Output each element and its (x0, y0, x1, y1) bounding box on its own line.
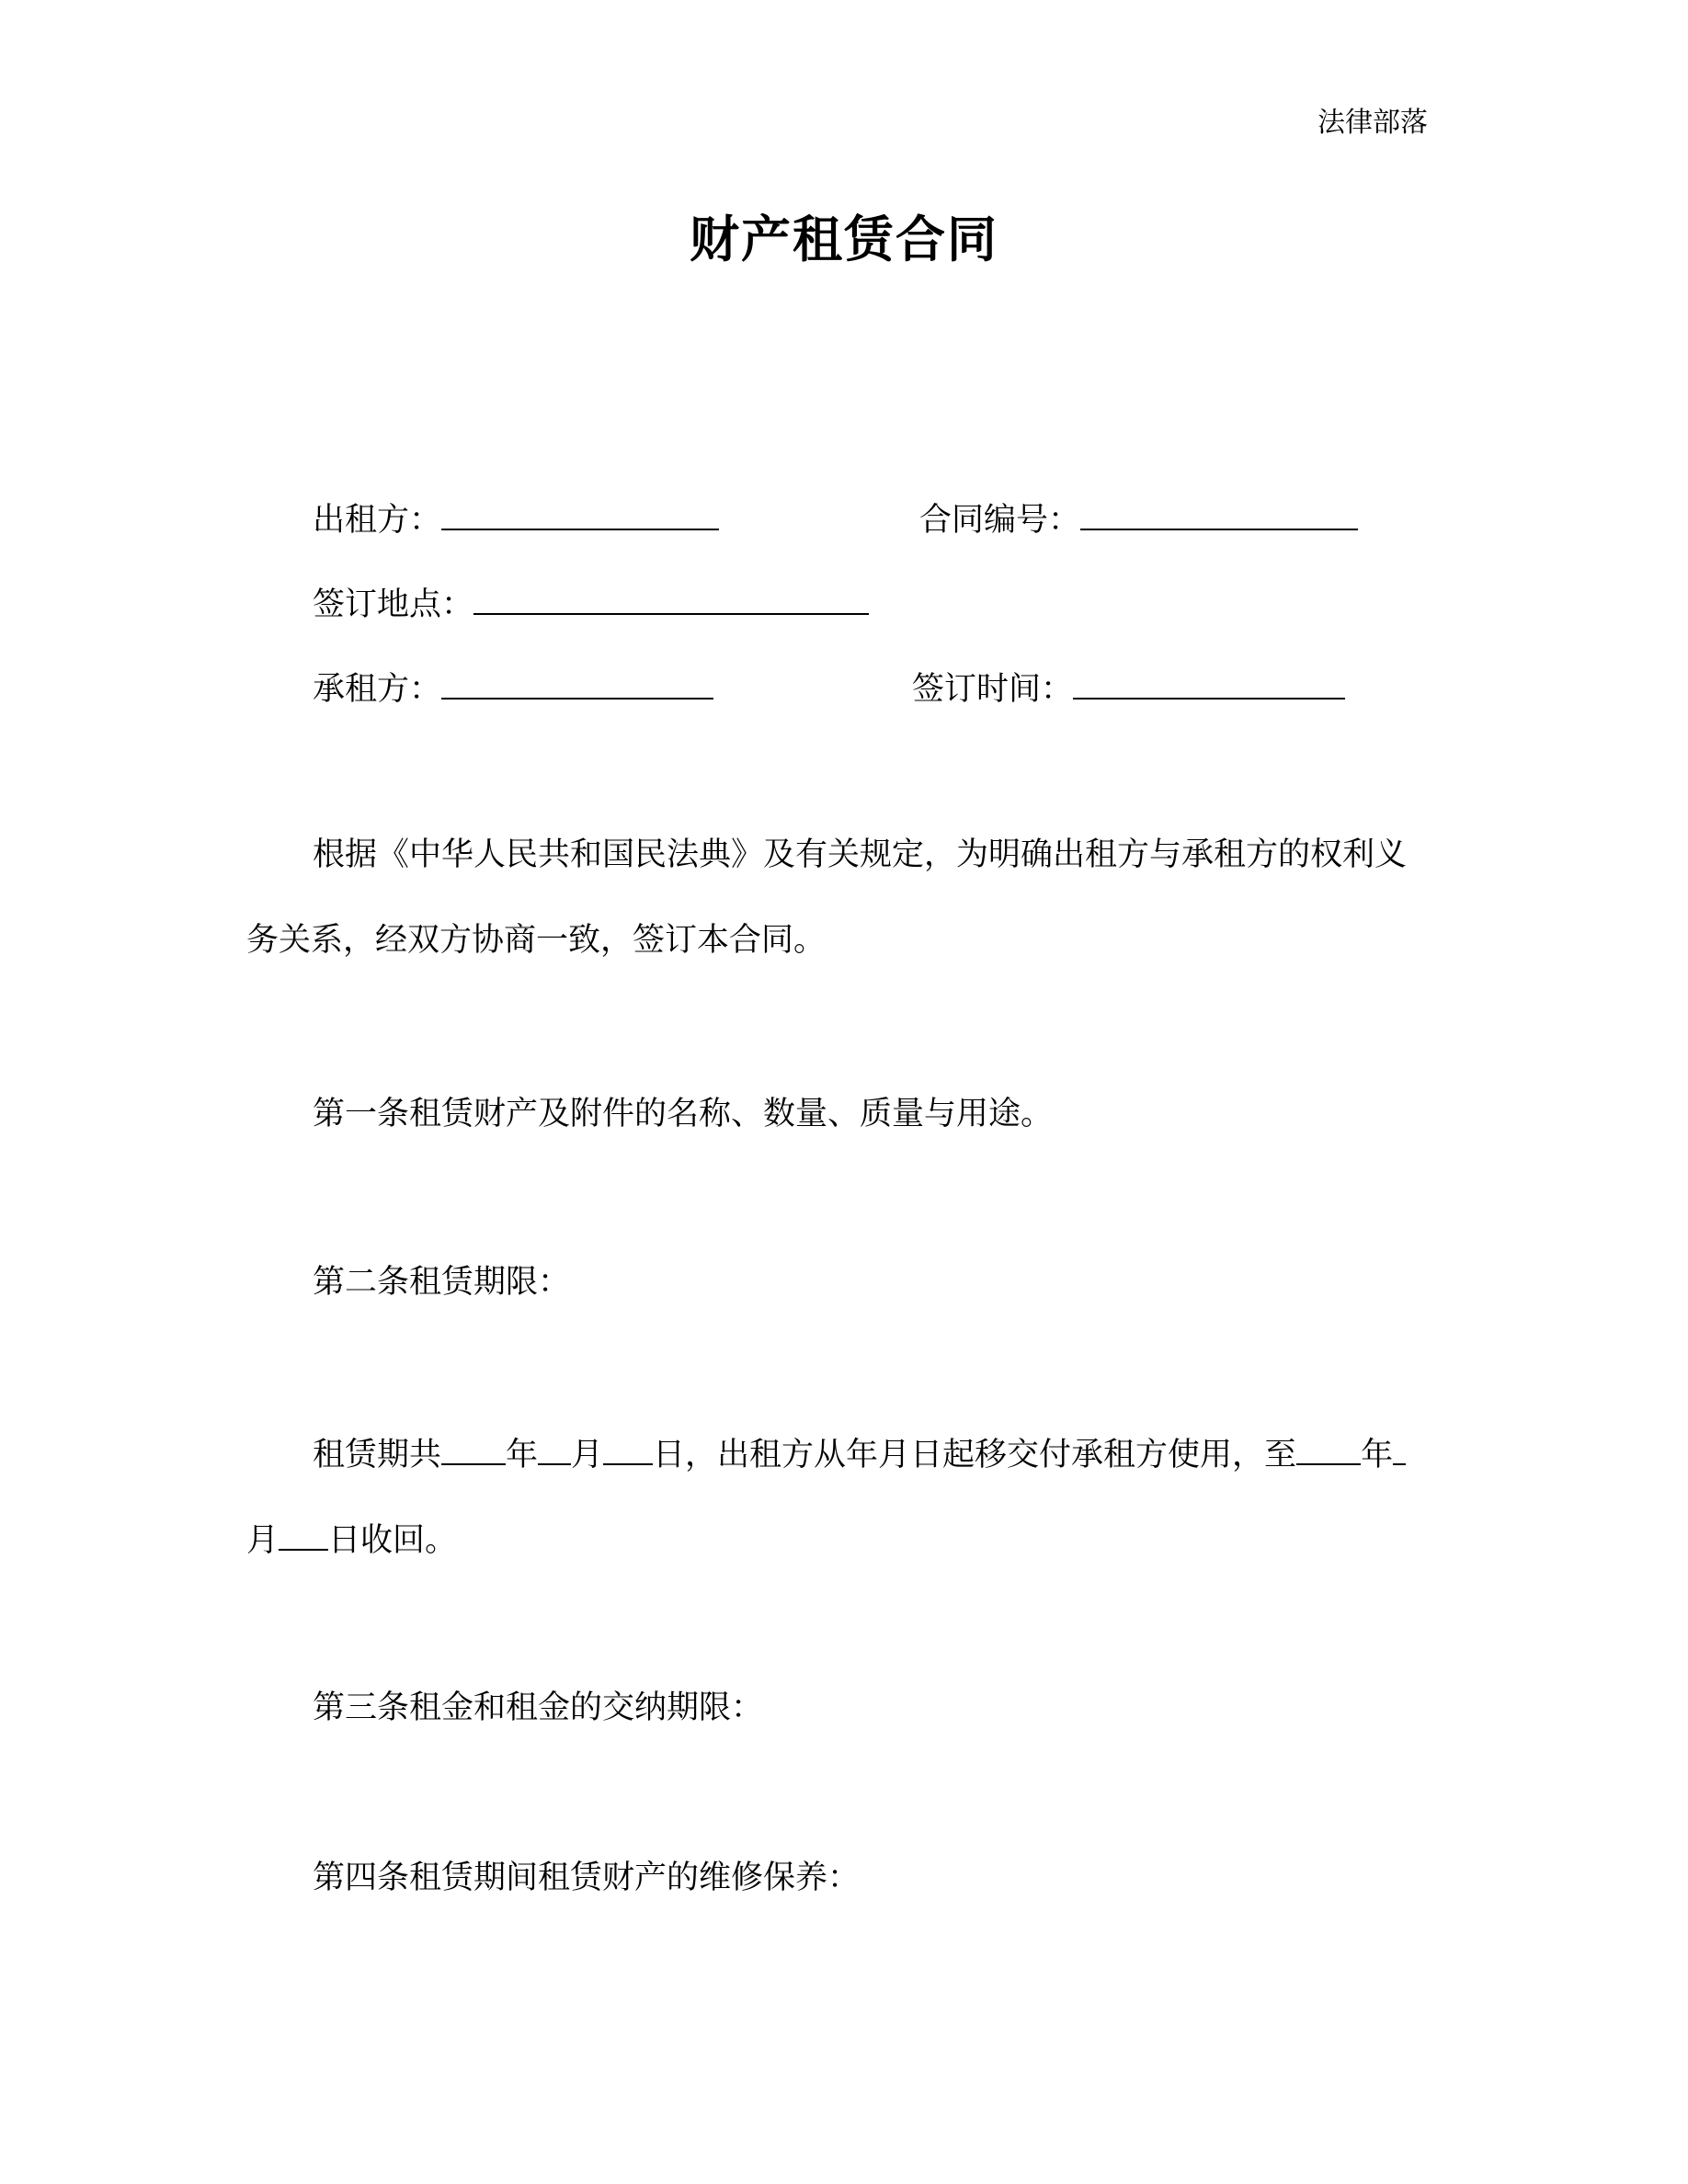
months-blank[interactable] (538, 1434, 571, 1465)
contract-no-blank[interactable] (1080, 499, 1358, 530)
lessee-label: 承租方： (313, 671, 442, 708)
term-line2 (246, 1519, 457, 1559)
lessor-label: 出租方： (313, 502, 442, 539)
lessee-field (313, 668, 713, 708)
header-brand: 法律部落 (1317, 107, 1428, 139)
article-4: 第四条租赁期间租赁财产的维修保养： (313, 1860, 861, 1896)
sign-place-blank[interactable] (473, 584, 869, 615)
document-title: 财产租赁合同 (690, 210, 998, 268)
years-blank[interactable] (441, 1434, 506, 1465)
term-text: 月 (246, 1522, 279, 1559)
end-month-blank[interactable] (1393, 1434, 1406, 1465)
lessor-field (313, 499, 719, 539)
term-text: 日，出租方从年月日起移交付承租方使用，至 (653, 1437, 1297, 1473)
term-text: 月 (571, 1437, 604, 1473)
preamble-line2: 务关系，经双方协商一致，签订本合同。 (246, 922, 827, 959)
contract-no-field (919, 499, 1358, 539)
sign-place-field (313, 584, 869, 623)
article-3: 第三条租金和租金的交纳期限： (313, 1689, 764, 1726)
term-text: 年 (506, 1437, 539, 1473)
article-2: 第二条租赁期限： (313, 1264, 571, 1301)
sign-time-blank[interactable] (1073, 668, 1345, 700)
end-day-blank[interactable] (279, 1519, 328, 1551)
term-text: 年 (1361, 1437, 1394, 1473)
lessor-blank[interactable] (441, 499, 719, 530)
sign-place-label: 签订地点： (313, 586, 474, 623)
article-1: 第一条租赁财产及附件的名称、数量、质量与用途。 (313, 1096, 1054, 1132)
sign-time-field (912, 668, 1345, 708)
lessee-blank[interactable] (441, 668, 713, 700)
contract-no-label: 合同编号： (919, 502, 1081, 539)
preamble-line1: 根据《中华人民共和国民法典》及有关规定，为明确出租方与承租方的权利义 (313, 836, 1408, 873)
term-line1 (313, 1434, 1406, 1473)
days-blank[interactable] (603, 1434, 653, 1465)
term-text: 日收回。 (328, 1522, 458, 1559)
end-year-blank[interactable] (1296, 1434, 1361, 1465)
term-text: 租赁期共 (313, 1437, 442, 1473)
sign-time-label: 签订时间： (912, 671, 1074, 708)
